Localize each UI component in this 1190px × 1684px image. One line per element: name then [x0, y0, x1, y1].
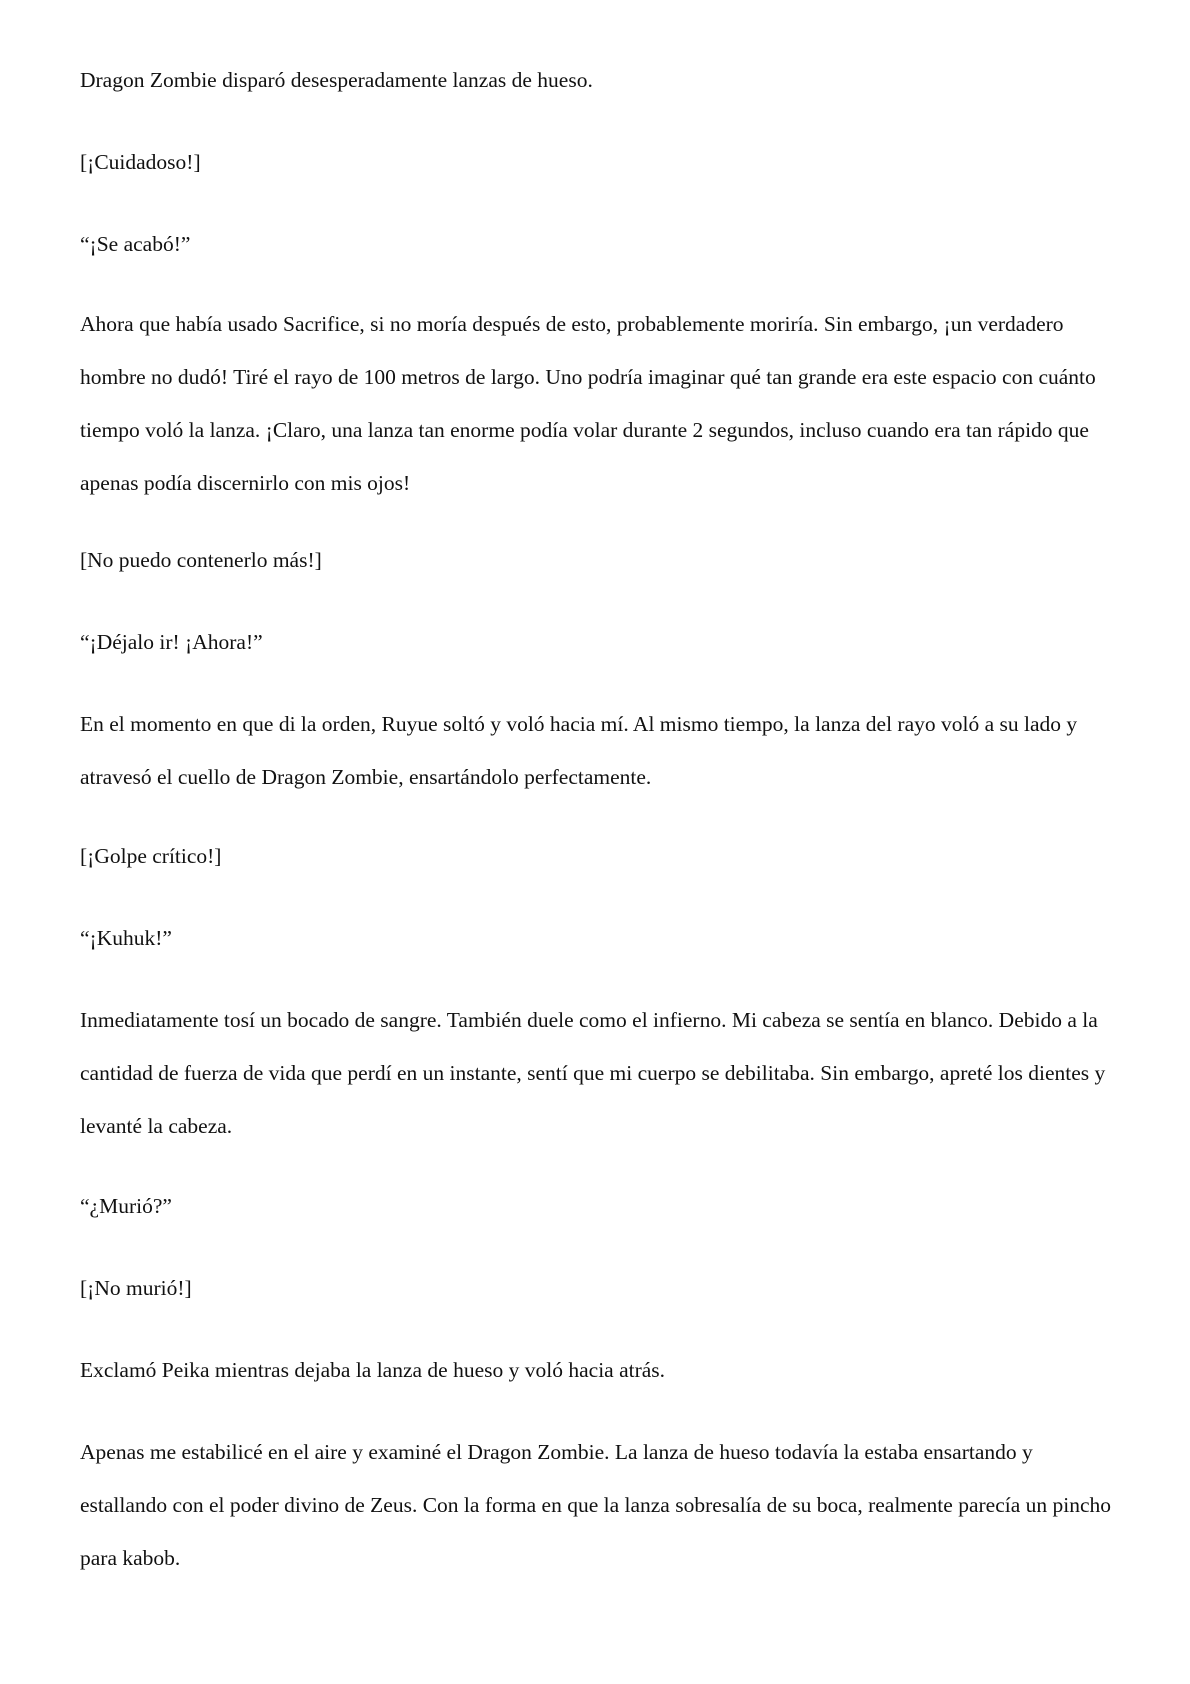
paragraph: Inmediatamente tosí un bocado de sangre. También duele como el infierno. Mi cabeza se sentía en blanco. Debido a la cantidad de fuerza de vida que perdí en un instante, sentí que mi cuerpo se debilitaba. Sin embargo, apreté los dientes y levanté la cabeza.	[80, 1008, 1106, 1138]
paragraph: Exclamó Peika mientras dejaba la lanza de hueso y voló hacia atrás.	[80, 1358, 666, 1382]
paragraph: Apenas me estabilicé en el aire y examiné el Dragon Zombie. La lanza de hueso todavía la estaba ensartando y estallando con el poder divino de Zeus. Con la forma en que la lanza sobresalía de su boca, realmente parecía un pincho para kabob.	[80, 1440, 1112, 1570]
paragraph: Ahora que había usado Sacrifice, si no moría después de esto, probablemente moriría. Sin embargo, ¡un verdadero hombre no dudó! Tiré el rayo de 100 metros de largo. Uno podría imaginar qué tan grande era este espacio con cuánto tiempo voló la lanza. ¡Claro, una lanza tan enorme podía volar durante 2 segundos, incluso cuando era tan rápido que apenas podía discernirlo con mis ojos!	[80, 312, 1096, 495]
paragraph: “¿Murió?”	[80, 1194, 172, 1218]
paragraph: “¡Déjalo ir! ¡Ahora!”	[80, 630, 263, 654]
paragraph: [¡No murió!]	[80, 1276, 192, 1300]
paragraph: “¡Se acabó!”	[80, 232, 191, 256]
paragraph: [¡Cuidadoso!]	[80, 150, 201, 174]
paragraph: Dragon Zombie disparó desesperadamente lanzas de hueso.	[80, 68, 593, 92]
paragraph: [¡Golpe crítico!]	[80, 844, 222, 868]
paragraph: “¡Kuhuk!”	[80, 926, 172, 950]
paragraph: En el momento en que di la orden, Ruyue soltó y voló hacia mí. Al mismo tiempo, la lanza del rayo voló a su lado y atravesó el cuello de Dragon Zombie, ensartándolo perfectamente.	[80, 712, 1078, 789]
paragraph: [No puedo contenerlo más!]	[80, 548, 322, 572]
